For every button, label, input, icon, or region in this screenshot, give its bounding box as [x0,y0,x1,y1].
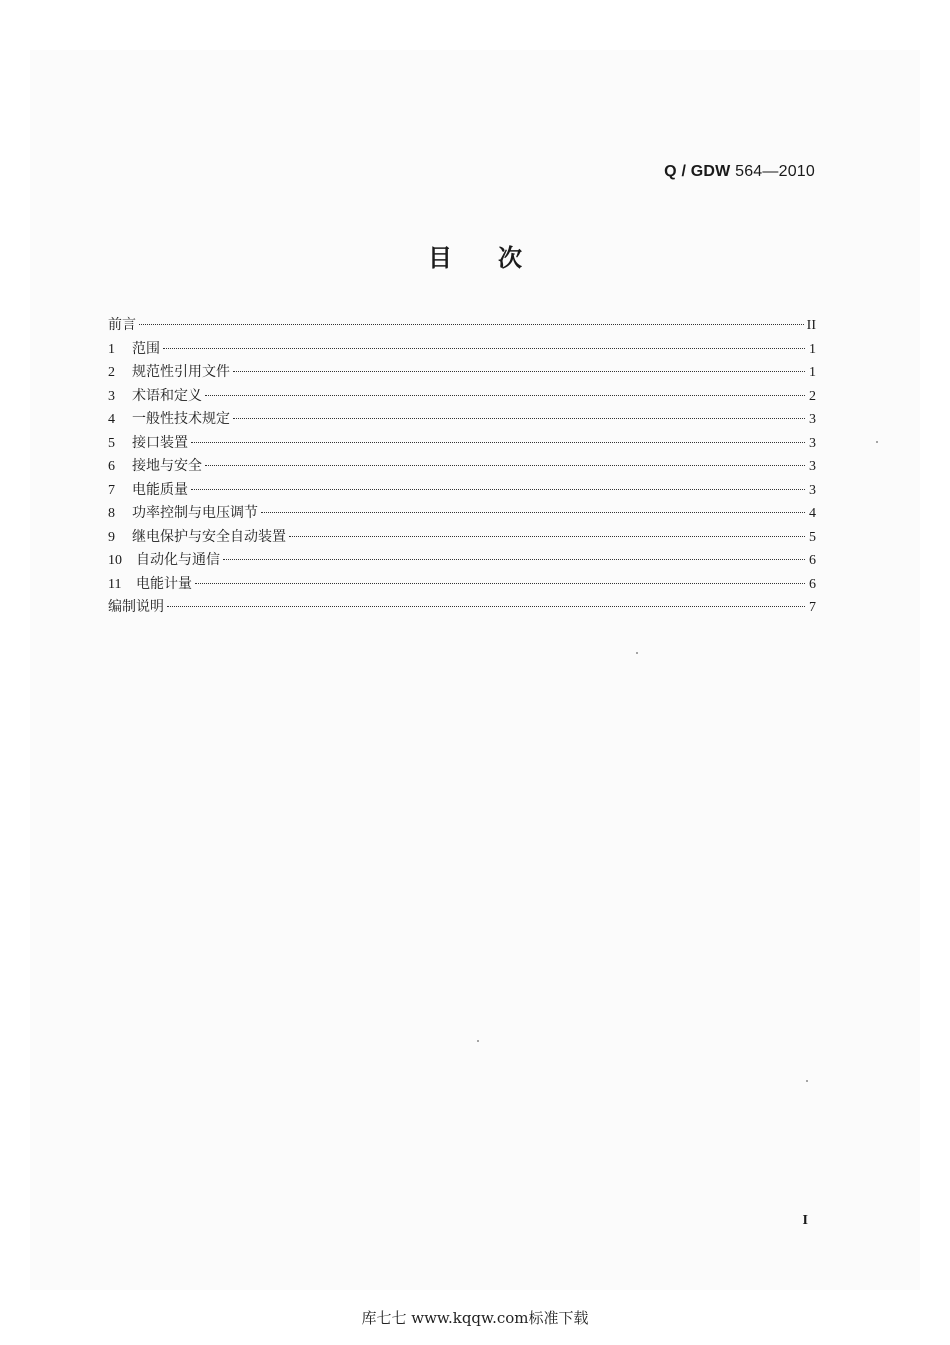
scan-speck [876,441,878,443]
toc-entry-8[interactable] [108,502,816,526]
toc-entry-page: 4 [809,506,816,521]
toc-leader-dots [191,489,805,490]
toc-entry-page: II [806,318,816,333]
toc-heading-char-1: 目 [428,244,452,272]
toc-leader-dots [167,606,805,607]
toc-entry-number: 1 [108,341,115,357]
toc-entry-number: 10 [108,553,122,568]
toc-entry-3[interactable] [108,385,816,409]
toc-entry-label: 继电保护与安全自动装置 [132,528,286,545]
toc-entry-number: 4 [108,412,115,427]
toc-heading-char-2: 次 [498,244,522,272]
toc-entry-page: 7 [809,600,816,615]
toc-entry-page: 6 [809,553,816,568]
scan-speck [806,1080,808,1082]
toc-entry-page: 3 [809,459,816,474]
toc-entry-label: 前言 [108,317,136,333]
toc-entry-number: 7 [108,482,115,498]
toc-entry-label: 接口装置 [132,434,188,451]
toc-entry-page: 1 [809,365,816,380]
toc-entry-5[interactable] [108,432,816,456]
table-of-contents [108,314,816,620]
toc-entry-9[interactable] [108,526,816,550]
toc-entry-number: 11 [108,576,122,592]
toc-leader-dots [139,324,804,325]
toc-entry-10[interactable] [108,549,816,573]
toc-entry-number: 9 [108,529,115,545]
toc-leader-dots [261,512,805,513]
toc-entry-label: 一般性技术规定 [132,411,230,427]
toc-entry-number: 3 [108,388,115,404]
toc-entry-page: 1 [809,341,816,357]
toc-entry-number: 8 [108,506,115,521]
scan-speck [636,652,638,654]
toc-entry-7[interactable] [108,479,816,503]
toc-entry-label: 编制说明 [108,599,164,615]
toc-entry-label: 规范性引用文件 [132,364,230,380]
toc-leader-dots [195,583,805,584]
toc-leader-dots [205,465,805,466]
toc-entry-number: 5 [108,435,115,451]
page-number: I [802,1213,808,1228]
toc-leader-dots [233,371,805,372]
toc-entry-page: 3 [809,482,816,498]
toc-entry-2[interactable] [108,361,816,385]
scan-speck [477,1040,479,1042]
toc-leader-dots [205,395,805,396]
toc-entry-11[interactable] [108,573,816,597]
standard-code [664,163,815,181]
toc-leader-dots [163,348,805,349]
toc-entry-4[interactable] [108,408,816,432]
toc-entry-label: 电能质量 [132,481,188,498]
toc-entry-label: 范围 [132,340,160,357]
toc-leader-dots [223,559,805,560]
standard-code-prefix: Q / GDW [664,163,731,180]
toc-leader-dots [233,418,805,419]
toc-entry-1[interactable] [108,338,816,362]
toc-heading [0,238,950,273]
download-watermark: 库七七 www.kqqw.com标准下载 [361,1309,589,1327]
toc-entry-page: 2 [809,388,816,404]
toc-entry-label: 功率控制与电压调节 [132,505,258,521]
toc-leader-dots [191,442,805,443]
toc-entry-page: 6 [809,576,816,592]
toc-entry-6[interactable] [108,455,816,479]
document-page [30,50,920,1290]
toc-entry-number: 6 [108,459,115,474]
toc-entry-label: 接地与安全 [132,458,202,474]
toc-entry-label: 术语和定义 [132,387,202,404]
toc-entry-page: 3 [809,435,816,451]
standard-code-number: 564—2010 [735,163,815,180]
toc-entry-number: 2 [108,365,115,380]
toc-entry-label: 自动化与通信 [136,552,220,568]
toc-entry-explanation[interactable] [108,596,816,620]
toc-entry-label: 电能计量 [136,575,192,592]
toc-entry-page: 5 [809,529,816,545]
toc-entry-page: 3 [809,412,816,427]
toc-entry-foreword[interactable] [108,314,816,338]
toc-leader-dots [289,536,805,537]
